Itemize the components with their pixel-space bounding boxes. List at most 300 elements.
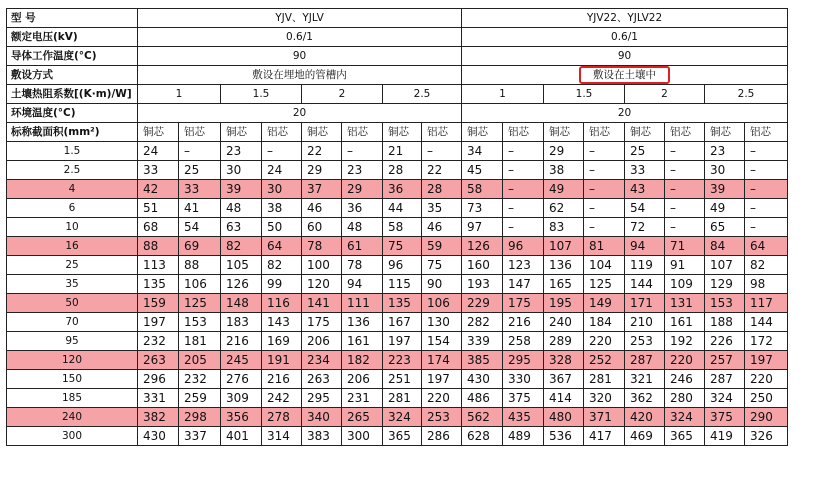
value-cell: 375 [705, 408, 745, 427]
value-cell: – [422, 142, 462, 161]
section-cell: 16 [7, 237, 138, 256]
table-row [7, 256, 788, 275]
value-cell: 371 [584, 408, 625, 427]
value-cell: 171 [625, 294, 665, 313]
value-cell: 115 [383, 275, 422, 294]
aluminum-header: 铝芯 [342, 123, 383, 142]
value-cell: 63 [221, 218, 262, 237]
value-cell: 46 [422, 218, 462, 237]
value-cell: 37 [302, 180, 342, 199]
value-cell: 562 [462, 408, 503, 427]
value-cell: 287 [625, 351, 665, 370]
aluminum-header: 铝芯 [584, 123, 625, 142]
soil-resistivity-row [7, 85, 788, 104]
copper-header: 铜芯 [138, 123, 179, 142]
group2-resistivity: 2.5 [705, 85, 788, 104]
value-cell: 51 [138, 199, 179, 218]
value-cell: 33 [625, 161, 665, 180]
value-cell: 430 [462, 370, 503, 389]
value-cell: 160 [462, 256, 503, 275]
value-cell: 135 [138, 275, 179, 294]
value-cell: 340 [302, 408, 342, 427]
value-cell: 375 [503, 389, 544, 408]
value-cell: 120 [302, 275, 342, 294]
value-cell: 321 [625, 370, 665, 389]
value-cell: 75 [422, 256, 462, 275]
value-cell: 75 [383, 237, 422, 256]
conductor-material-row [7, 123, 788, 142]
group2-ambient: 20 [462, 104, 788, 123]
aluminum-header: 铝芯 [422, 123, 462, 142]
section-cell: 300 [7, 427, 138, 446]
row-label: 敷设方式 [7, 66, 138, 85]
value-cell: 116 [262, 294, 302, 313]
value-cell: 106 [179, 275, 221, 294]
group2-laying-cell [462, 66, 788, 85]
value-cell: 250 [745, 389, 788, 408]
value-cell: 287 [705, 370, 745, 389]
value-cell: 197 [383, 332, 422, 351]
table-row [7, 408, 788, 427]
value-cell: 486 [462, 389, 503, 408]
group2-resistivity: 1.5 [544, 85, 625, 104]
value-cell: 365 [383, 427, 422, 446]
value-cell: 300 [342, 427, 383, 446]
value-cell: 339 [462, 332, 503, 351]
value-cell: – [179, 142, 221, 161]
laying-method-row [7, 66, 788, 85]
group2-voltage: 0.6/1 [462, 28, 788, 47]
copper-header: 铜芯 [302, 123, 342, 142]
value-cell: 82 [221, 237, 262, 256]
group1-resistivity: 1 [138, 85, 221, 104]
value-cell: 469 [625, 427, 665, 446]
value-cell: 25 [625, 142, 665, 161]
value-cell: – [745, 142, 788, 161]
value-cell: 165 [544, 275, 584, 294]
value-cell: 161 [342, 332, 383, 351]
row-label: 土壤热阻系数[(K·m)/W] [7, 85, 138, 104]
section-cell: 95 [7, 332, 138, 351]
value-cell: 314 [262, 427, 302, 446]
value-cell: 65 [705, 218, 745, 237]
section-cell: 50 [7, 294, 138, 313]
value-cell: 54 [179, 218, 221, 237]
value-cell: 153 [705, 294, 745, 313]
value-cell: 161 [665, 313, 705, 332]
value-cell: 33 [138, 161, 179, 180]
row-label: 型 号 [7, 9, 138, 28]
value-cell: 125 [584, 275, 625, 294]
table-row [7, 237, 788, 256]
section-cell: 1.5 [7, 142, 138, 161]
model-row [7, 9, 788, 28]
value-cell: 22 [302, 142, 342, 161]
value-cell: 245 [221, 351, 262, 370]
value-cell: 175 [302, 313, 342, 332]
value-cell: 223 [383, 351, 422, 370]
value-cell: – [665, 199, 705, 218]
value-cell: 83 [544, 218, 584, 237]
value-cell: 154 [422, 332, 462, 351]
value-cell: 72 [625, 218, 665, 237]
value-cell: 276 [221, 370, 262, 389]
value-cell: 30 [262, 180, 302, 199]
value-cell: 90 [422, 275, 462, 294]
value-cell: 34 [462, 142, 503, 161]
value-cell: 362 [625, 389, 665, 408]
value-cell: 226 [705, 332, 745, 351]
table-row [7, 142, 788, 161]
group1-resistivity: 2.5 [383, 85, 462, 104]
table-row [7, 161, 788, 180]
rated-voltage-row [7, 28, 788, 47]
table-row [7, 332, 788, 351]
value-cell: 435 [503, 408, 544, 427]
section-cell: 10 [7, 218, 138, 237]
value-cell: 417 [584, 427, 625, 446]
group1-resistivity: 2 [302, 85, 383, 104]
value-cell: 536 [544, 427, 584, 446]
value-cell: 216 [221, 332, 262, 351]
value-cell: 30 [705, 161, 745, 180]
value-cell: 206 [342, 370, 383, 389]
group1-resistivity: 1.5 [221, 85, 302, 104]
value-cell: 251 [383, 370, 422, 389]
table-row [7, 370, 788, 389]
value-cell: 365 [665, 427, 705, 446]
table-row [7, 351, 788, 370]
value-cell: 117 [745, 294, 788, 313]
value-cell: – [503, 180, 544, 199]
table-row [7, 199, 788, 218]
group2-temperature: 90 [462, 47, 788, 66]
value-cell: 104 [584, 256, 625, 275]
row-label: 环境温度(°C) [7, 104, 138, 123]
table-row [7, 275, 788, 294]
copper-header: 铜芯 [462, 123, 503, 142]
value-cell: 39 [221, 180, 262, 199]
value-cell: 295 [302, 389, 342, 408]
value-cell: 30 [221, 161, 262, 180]
value-cell: 29 [302, 161, 342, 180]
value-cell: – [503, 161, 544, 180]
value-cell: 295 [503, 351, 544, 370]
value-cell: 71 [665, 237, 705, 256]
value-cell: 94 [625, 237, 665, 256]
value-cell: 206 [302, 332, 342, 351]
value-cell: 278 [262, 408, 302, 427]
value-cell: 169 [262, 332, 302, 351]
value-cell: 253 [422, 408, 462, 427]
value-cell: – [584, 142, 625, 161]
value-cell: 23 [342, 161, 383, 180]
value-cell: 149 [584, 294, 625, 313]
value-cell: – [745, 199, 788, 218]
value-cell: 48 [221, 199, 262, 218]
value-cell: 159 [138, 294, 179, 313]
value-cell: 383 [302, 427, 342, 446]
value-cell: 282 [462, 313, 503, 332]
value-cell: 326 [745, 427, 788, 446]
value-cell: 38 [544, 161, 584, 180]
value-cell: 44 [383, 199, 422, 218]
value-cell: 367 [544, 370, 584, 389]
value-cell: – [665, 218, 705, 237]
value-cell: 296 [138, 370, 179, 389]
value-cell: 193 [462, 275, 503, 294]
value-cell: 259 [179, 389, 221, 408]
value-cell: – [745, 218, 788, 237]
value-cell: 242 [262, 389, 302, 408]
value-cell: 324 [665, 408, 705, 427]
value-cell: 60 [302, 218, 342, 237]
section-cell: 240 [7, 408, 138, 427]
value-cell: 36 [342, 199, 383, 218]
copper-header: 铜芯 [383, 123, 422, 142]
value-cell: 123 [503, 256, 544, 275]
value-cell: 62 [544, 199, 584, 218]
value-cell: 489 [503, 427, 544, 446]
value-cell: 42 [138, 180, 179, 199]
conductor-temperature-row [7, 47, 788, 66]
value-cell: 252 [584, 351, 625, 370]
value-cell: 229 [462, 294, 503, 313]
group2-resistivity: 1 [462, 85, 544, 104]
value-cell: 289 [544, 332, 584, 351]
value-cell: 331 [138, 389, 179, 408]
value-cell: 216 [262, 370, 302, 389]
value-cell: 113 [138, 256, 179, 275]
value-cell: – [584, 180, 625, 199]
value-cell: 38 [262, 199, 302, 218]
value-cell: 480 [544, 408, 584, 427]
value-cell: 234 [302, 351, 342, 370]
value-cell: 23 [221, 142, 262, 161]
value-cell: 21 [383, 142, 422, 161]
value-cell: 320 [584, 389, 625, 408]
value-cell: 136 [342, 313, 383, 332]
value-cell: 125 [179, 294, 221, 313]
section-cell: 185 [7, 389, 138, 408]
value-cell: – [503, 142, 544, 161]
value-cell: 232 [138, 332, 179, 351]
value-cell: 64 [745, 237, 788, 256]
value-cell: 385 [462, 351, 503, 370]
value-cell: 628 [462, 427, 503, 446]
value-cell: – [665, 180, 705, 199]
value-cell: 45 [462, 161, 503, 180]
value-cell: 43 [625, 180, 665, 199]
value-cell: 35 [422, 199, 462, 218]
value-cell: – [584, 218, 625, 237]
value-cell: 265 [342, 408, 383, 427]
value-cell: – [745, 180, 788, 199]
value-cell: 29 [342, 180, 383, 199]
value-cell: 82 [745, 256, 788, 275]
value-cell: 61 [342, 237, 383, 256]
value-cell: 106 [422, 294, 462, 313]
aluminum-header: 铝芯 [503, 123, 544, 142]
value-cell: 257 [705, 351, 745, 370]
value-cell: 91 [665, 256, 705, 275]
row-label: 额定电压(kV) [7, 28, 138, 47]
value-cell: – [503, 218, 544, 237]
group1-ambient: 20 [138, 104, 462, 123]
value-cell: 220 [584, 332, 625, 351]
value-cell: 96 [383, 256, 422, 275]
value-cell: 281 [584, 370, 625, 389]
value-cell: 36 [383, 180, 422, 199]
group2-model: YJV22、YJLV22 [462, 9, 788, 28]
value-cell: 216 [503, 313, 544, 332]
value-cell: 28 [422, 180, 462, 199]
value-cell: 197 [745, 351, 788, 370]
table-row [7, 389, 788, 408]
aluminum-header: 铝芯 [665, 123, 705, 142]
value-cell: 188 [705, 313, 745, 332]
value-cell: 263 [302, 370, 342, 389]
aluminum-header: 铝芯 [745, 123, 788, 142]
value-cell: – [584, 161, 625, 180]
value-cell: 182 [342, 351, 383, 370]
value-cell: 286 [422, 427, 462, 446]
value-cell: 23 [705, 142, 745, 161]
value-cell: 356 [221, 408, 262, 427]
value-cell: 210 [625, 313, 665, 332]
value-cell: – [342, 142, 383, 161]
value-cell: 281 [383, 389, 422, 408]
value-cell: 430 [138, 427, 179, 446]
value-cell: 246 [665, 370, 705, 389]
table-row [7, 294, 788, 313]
section-cell: 35 [7, 275, 138, 294]
value-cell: 175 [503, 294, 544, 313]
value-cell: 220 [745, 370, 788, 389]
section-cell: 2.5 [7, 161, 138, 180]
group2-laying-highlighted: 敷设在土壤中 [579, 66, 670, 84]
value-cell: 73 [462, 199, 503, 218]
value-cell: 24 [262, 161, 302, 180]
value-cell: 22 [422, 161, 462, 180]
value-cell: 337 [179, 427, 221, 446]
ambient-temperature-row [7, 104, 788, 123]
value-cell: 69 [179, 237, 221, 256]
value-cell: 58 [383, 218, 422, 237]
value-cell: 144 [625, 275, 665, 294]
group1-laying: 敷设在埋地的管槽内 [138, 66, 462, 85]
value-cell: 96 [503, 237, 544, 256]
value-cell: 420 [625, 408, 665, 427]
copper-header: 铜芯 [221, 123, 262, 142]
value-cell: 324 [383, 408, 422, 427]
value-cell: 220 [422, 389, 462, 408]
cropped-title-fragment [8, 0, 48, 6]
section-cell: 25 [7, 256, 138, 275]
value-cell: 107 [705, 256, 745, 275]
value-cell: 78 [302, 237, 342, 256]
value-cell: 136 [544, 256, 584, 275]
value-cell: 141 [302, 294, 342, 313]
value-cell: – [665, 161, 705, 180]
value-cell: 88 [138, 237, 179, 256]
group1-model: YJV、YJLV [138, 9, 462, 28]
value-cell: – [584, 199, 625, 218]
row-label: 导体工作温度(°C) [7, 47, 138, 66]
value-cell: 167 [383, 313, 422, 332]
value-cell: 129 [705, 275, 745, 294]
value-cell: 119 [625, 256, 665, 275]
value-cell: 41 [179, 199, 221, 218]
value-cell: 29 [544, 142, 584, 161]
value-cell: 50 [262, 218, 302, 237]
value-cell: 280 [665, 389, 705, 408]
row-label: 标称截面积(mm²) [7, 123, 138, 142]
value-cell: 153 [179, 313, 221, 332]
value-cell: 172 [745, 332, 788, 351]
copper-header: 铜芯 [625, 123, 665, 142]
value-cell: 64 [262, 237, 302, 256]
section-cell: 120 [7, 351, 138, 370]
value-cell: 184 [584, 313, 625, 332]
value-cell: 205 [179, 351, 221, 370]
value-cell: 46 [302, 199, 342, 218]
value-cell: 240 [544, 313, 584, 332]
value-cell: 414 [544, 389, 584, 408]
value-cell: 197 [138, 313, 179, 332]
value-cell: 253 [625, 332, 665, 351]
value-cell: 144 [745, 313, 788, 332]
value-cell: 100 [302, 256, 342, 275]
value-cell: 231 [342, 389, 383, 408]
value-cell: 39 [705, 180, 745, 199]
value-cell: – [745, 161, 788, 180]
value-cell: 88 [179, 256, 221, 275]
cable-ampacity-table [6, 8, 788, 446]
value-cell: 68 [138, 218, 179, 237]
table-row [7, 218, 788, 237]
value-cell: 25 [179, 161, 221, 180]
value-cell: 147 [503, 275, 544, 294]
value-cell: 48 [342, 218, 383, 237]
value-cell: 78 [342, 256, 383, 275]
value-cell: 59 [422, 237, 462, 256]
value-cell: 105 [221, 256, 262, 275]
group1-voltage: 0.6/1 [138, 28, 462, 47]
value-cell: 107 [544, 237, 584, 256]
section-cell: 6 [7, 199, 138, 218]
value-cell: 33 [179, 180, 221, 199]
section-cell: 4 [7, 180, 138, 199]
value-cell: – [665, 142, 705, 161]
copper-header: 铜芯 [544, 123, 584, 142]
aluminum-header: 铝芯 [179, 123, 221, 142]
value-cell: 174 [422, 351, 462, 370]
value-cell: 28 [383, 161, 422, 180]
value-cell: 181 [179, 332, 221, 351]
value-cell: 135 [383, 294, 422, 313]
value-cell: 99 [262, 275, 302, 294]
value-cell: 328 [544, 351, 584, 370]
value-cell: 324 [705, 389, 745, 408]
value-cell: 191 [262, 351, 302, 370]
value-cell: 126 [221, 275, 262, 294]
value-cell: 148 [221, 294, 262, 313]
value-cell: 220 [665, 351, 705, 370]
group1-temperature: 90 [138, 47, 462, 66]
section-cell: 70 [7, 313, 138, 332]
value-cell: 81 [584, 237, 625, 256]
